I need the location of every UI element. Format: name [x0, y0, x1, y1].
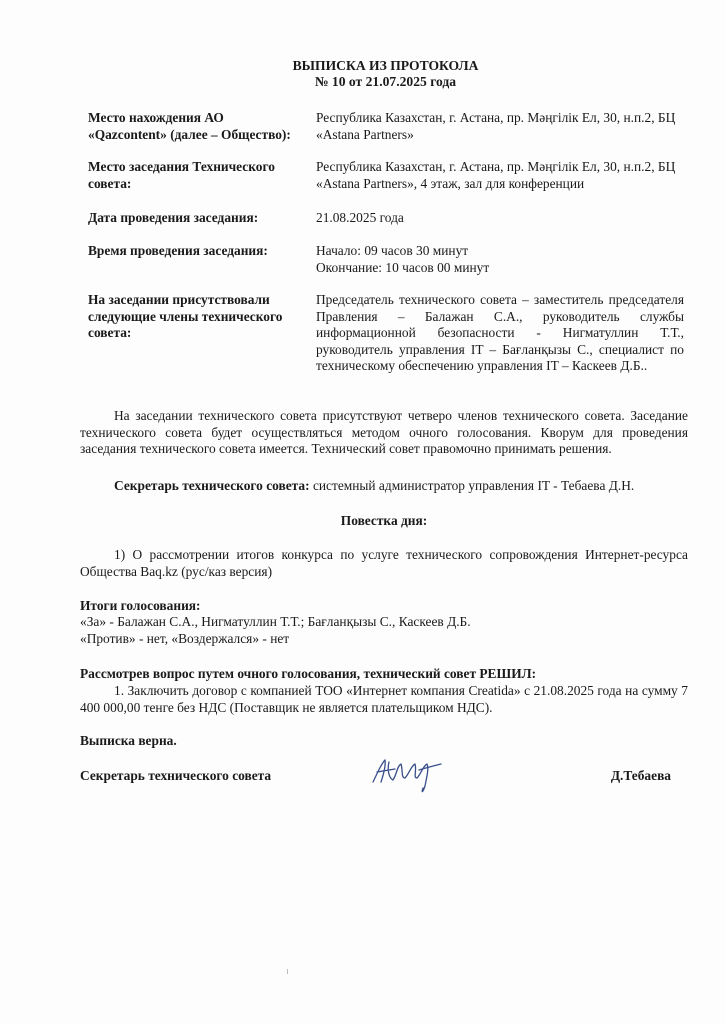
decision-title: Рассмотрев вопрос путем очного голосования, технический совет РЕШИЛ: — [80, 666, 537, 681]
agenda-item: 1) О рассмотрении итогов конкурса по услуге технического сопровождения Интернет-ресурса Общества Baq.kz (рус/каз версия) — [80, 547, 688, 579]
voting-for: «За» - Балажан С.А., Нигматуллин Т.Т.; Бағланқызы С., Каскеев Д.Б. — [80, 614, 471, 629]
secretary-label: Секретарь технического совета: — [114, 478, 310, 493]
secretary-line — [80, 478, 688, 495]
handwritten-signature — [367, 752, 451, 796]
signer-label: Секретарь технического совета — [80, 768, 272, 783]
agenda-title: Повестка дня: — [340, 513, 428, 528]
decision-text: 1. Заключить договор с компанией ТОО «Интернет компания Creatida» с 21.08.2025 года на сумму 7 400 000,00 тенге без НДС (Поставщик не является плательщиком НДС). — [80, 683, 688, 715]
attendees-label: На заседании присутствовали следующие члены технического совета: — [88, 292, 283, 340]
attendees-value: Председатель технического совета – заместитель председателя Правления – Балажан С.А., руководитель службы информационной безопасности - Нигматуллин Т.Т., руководитель управления IT – Бағланқызы С., специалист по техническому обеспечению управления IT – Каскеев Д.Б.. — [316, 292, 684, 373]
meeting-place-value: Республика Казахстан, г. Астана, пр. Мәңгілік Ел, 30, н.п.2, БЦ «Astana Partners», 4 этаж, зал для конференции — [316, 159, 676, 191]
document-subtitle: № 10 от 21.07.2025 года — [314, 74, 457, 89]
extract-correct: Выписка верна. — [80, 733, 177, 748]
info-row-location — [88, 110, 688, 160]
voting-against: «Против» - нет, «Воздержался» - нет — [80, 631, 290, 646]
document-header — [0, 58, 725, 90]
info-row-time — [88, 243, 688, 277]
location-value: Республика Казахстан, г. Астана, пр. Мәңгілік Ел, 30, н.п.2, БЦ «Astana Partners» — [316, 110, 676, 142]
location-label: Место нахождения АО «Qazcontent» (далее – Общество): — [88, 110, 291, 142]
quorum-paragraph: На заседании технического совета присутствуют четверо членов технического совета. Заседание технического совета будет осуществляться методом очного голосования. Кворум для проведения заседания технического совета имеется. Технический совет правомочно принимать решения. — [80, 408, 688, 456]
info-row-attendees — [88, 292, 688, 392]
voting-title: Итоги голосования: — [80, 598, 201, 613]
date-value: 21.08.2025 года — [316, 210, 404, 225]
scan-mark — [287, 969, 288, 974]
meeting-place-label: Место заседания Технического совета: — [88, 159, 275, 191]
time-start: Начало: 09 часов 30 минут — [316, 243, 469, 258]
time-value — [316, 243, 684, 276]
document-title: ВЫПИСКА ИЗ ПРОТОКОЛА — [292, 58, 479, 73]
signer-name: Д.Тебаева — [610, 768, 671, 783]
info-row-meeting-place — [88, 159, 688, 195]
time-end: Окончание: 10 часов 00 минут — [316, 259, 490, 275]
info-row-date — [88, 210, 688, 228]
date-label: Дата проведения заседания: — [88, 210, 259, 225]
time-label: Время проведения заседания: — [88, 243, 268, 258]
secretary-value: системный администратор управления IT - Тебаева Д.Н. — [312, 478, 635, 493]
